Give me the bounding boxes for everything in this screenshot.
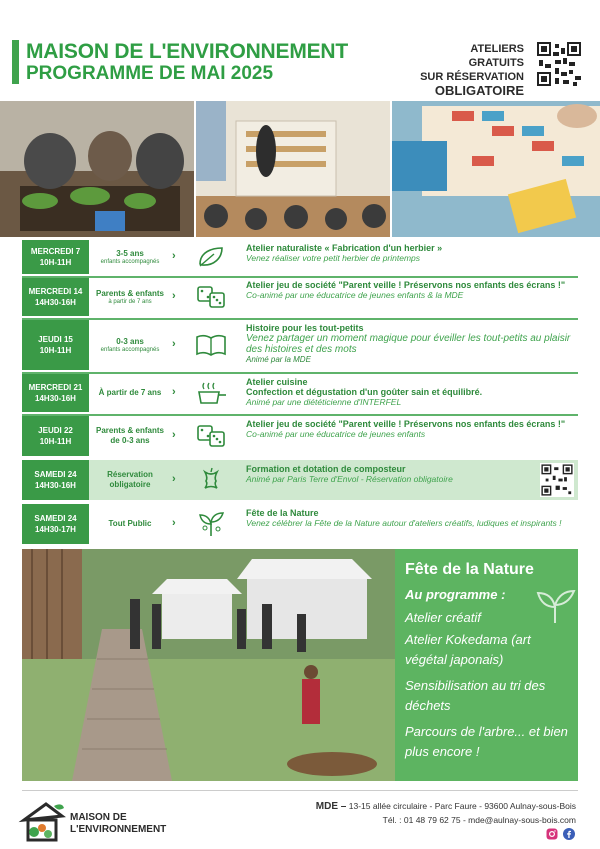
event-audience bbox=[94, 240, 166, 274]
event-date-box bbox=[22, 460, 89, 500]
address-text: 13-15 allée circulaire - Parc Faure - 93600 Aulnay-sous-Bois bbox=[348, 801, 576, 811]
chevron-right-icon: › bbox=[172, 429, 176, 441]
event-description bbox=[246, 323, 576, 365]
event-subtitle: Venez réaliser votre petit herbier de printemps bbox=[246, 253, 421, 263]
event-date: SAMEDI 24 bbox=[34, 514, 77, 523]
event-date: MERCREDI 21 bbox=[28, 383, 83, 392]
event-row-5 bbox=[22, 416, 578, 456]
photo-board-game bbox=[392, 101, 600, 237]
event-audience bbox=[94, 504, 166, 544]
event-description bbox=[246, 508, 576, 528]
event-time: 10H-11H bbox=[39, 437, 72, 446]
audience-main: Réservation obligatoire bbox=[107, 470, 153, 489]
event-row-7 bbox=[22, 504, 578, 544]
instagram-icon[interactable] bbox=[546, 828, 558, 840]
facebook-icon[interactable] bbox=[563, 828, 575, 840]
event-date-box bbox=[22, 374, 89, 412]
event-title: Histoire pour les tout-petits bbox=[246, 323, 364, 333]
event-title: Atelier naturaliste « Fabrication d'un herbier » bbox=[246, 243, 443, 253]
audience-main: 0-3 ans bbox=[116, 336, 144, 346]
page-title: MAISON DE L'ENVIRONNEMENT bbox=[26, 40, 349, 63]
event-date: MERCREDI 7 bbox=[30, 247, 81, 256]
dice-icon bbox=[194, 284, 228, 310]
ateliers-line-1: ATELIERS GRATUITS bbox=[468, 43, 524, 69]
chevron-right-icon: › bbox=[172, 517, 176, 529]
fete-item: Atelier créatif bbox=[405, 610, 481, 625]
audience-main: Parents & enfants bbox=[95, 288, 165, 298]
audience-detail: de 0-3 ans bbox=[110, 436, 150, 445]
header-accent-bar bbox=[12, 40, 19, 84]
event-date: MERCREDI 14 bbox=[28, 287, 83, 296]
seedling-icon bbox=[194, 510, 228, 538]
event-description bbox=[246, 419, 576, 439]
footer-contact: Tél. : 01 48 79 62 75 - mde@aulnay-sous-bois.com bbox=[382, 815, 576, 825]
photo-story-time bbox=[196, 101, 390, 237]
event-date: JEUDI 22 bbox=[38, 426, 73, 435]
event-description bbox=[246, 243, 576, 263]
event-row-1 bbox=[22, 240, 578, 274]
photo-herbier-workshop bbox=[0, 101, 194, 237]
logo-line-1: MAISON DE bbox=[70, 812, 127, 823]
ateliers-line-3: OBLIGATOIRE bbox=[434, 83, 524, 98]
event-row-6 bbox=[22, 460, 578, 500]
event-audience bbox=[94, 320, 166, 370]
event-row-2 bbox=[22, 278, 578, 316]
event-title: Formation et dotation de composteur bbox=[246, 464, 406, 474]
event-row-3 bbox=[22, 320, 578, 370]
chevron-right-icon: › bbox=[172, 473, 176, 485]
event-date-box bbox=[22, 416, 89, 456]
event-title-line-2: Confection et dégustation d'un goûter sain et équilibré. bbox=[246, 387, 483, 397]
apple-core-icon bbox=[194, 466, 228, 494]
event-title: Atelier jeu de société "Parent veille ! Préservons nos enfants des écrans !" bbox=[246, 280, 566, 290]
dice-icon bbox=[194, 423, 228, 449]
fete-item: Atelier Kokedama (art végétal japonais) bbox=[405, 632, 531, 667]
event-audience bbox=[94, 460, 166, 500]
event-date: JEUDI 15 bbox=[38, 335, 73, 344]
audience-main: Parents & enfants bbox=[95, 426, 165, 435]
fete-item: Sensibilisation au tri des déchets bbox=[405, 678, 546, 713]
fete-title: Fête de la Nature bbox=[405, 561, 534, 578]
qr-code-header[interactable] bbox=[535, 40, 583, 88]
audience-main: Tout Public bbox=[108, 519, 152, 528]
cooking-pot-icon bbox=[194, 380, 228, 406]
event-description bbox=[246, 377, 576, 407]
event-subtitle: Animé par une diététicienne d'INTERFEL bbox=[246, 397, 402, 407]
mde-logo-icon bbox=[18, 798, 66, 846]
chevron-right-icon: › bbox=[172, 338, 176, 350]
chevron-right-icon: › bbox=[172, 290, 176, 302]
leaf-icon bbox=[194, 244, 228, 270]
event-time: 14H30-17H bbox=[35, 525, 76, 534]
event-time: 14H30-16H bbox=[35, 298, 76, 307]
event-date-box bbox=[22, 504, 89, 544]
event-subtitle: Animé par Paris Terre d'Envol - Réservation obligatoire bbox=[246, 474, 453, 484]
event-description bbox=[246, 464, 536, 484]
event-date: SAMEDI 24 bbox=[34, 470, 77, 479]
ateliers-notice bbox=[420, 42, 524, 98]
qr-code-composteur[interactable] bbox=[540, 463, 574, 497]
event-date-box bbox=[22, 240, 89, 274]
logo-line-2: L'ENVIRONNEMENT bbox=[70, 824, 167, 835]
event-subtitle: Co-animé par une éducatrice de jeunes enfants & la MDE bbox=[246, 290, 464, 300]
footer-divider bbox=[22, 790, 578, 791]
event-audience bbox=[94, 278, 166, 316]
event-date-box bbox=[22, 320, 89, 370]
mde-logo-text bbox=[70, 812, 166, 836]
event-title: Atelier cuisine bbox=[246, 377, 308, 387]
audience-detail: enfants accompagnés bbox=[100, 346, 160, 353]
book-icon bbox=[194, 332, 228, 358]
event-animator: Animé par la MDE bbox=[246, 355, 311, 364]
event-audience bbox=[94, 416, 166, 456]
event-subtitle: Co-animé par une éducatrice de jeunes enfants bbox=[246, 429, 426, 439]
event-description bbox=[246, 280, 576, 300]
audience-detail: enfants accompagnés bbox=[100, 258, 160, 265]
event-time: 10H-11H bbox=[39, 346, 72, 355]
decorative-leaves-icon bbox=[530, 585, 580, 625]
ateliers-line-2: SUR RÉSERVATION bbox=[420, 71, 524, 83]
event-subtitle: Venez célébrer la Fête de la Nature autour d'ateliers créatifs, ludiques et inspirants ! bbox=[246, 518, 562, 528]
chevron-right-icon: › bbox=[172, 250, 176, 262]
event-row-4 bbox=[22, 374, 578, 412]
event-time: 14H30-16H bbox=[35, 394, 76, 403]
event-audience bbox=[94, 374, 166, 412]
event-subtitle: Venez partager un moment magique pour éveiller les tout-petits au plaisir des histoires et des mots bbox=[246, 333, 571, 355]
photo-fete-de-la-nature bbox=[22, 549, 395, 781]
event-title: Fête de la Nature bbox=[246, 508, 319, 518]
audience-detail: à partir de 7 ans bbox=[108, 298, 152, 305]
event-time: 14H30-16H bbox=[35, 481, 76, 490]
audience-main: À partir de 7 ans bbox=[98, 388, 162, 397]
fete-subtitle: Au programme : bbox=[405, 587, 506, 602]
audience-main: 3-5 ans bbox=[116, 248, 144, 258]
event-title: Atelier jeu de société "Parent veille ! Préservons nos enfants des écrans !" bbox=[246, 419, 566, 429]
event-date-box bbox=[22, 278, 89, 316]
chevron-right-icon: › bbox=[172, 386, 176, 398]
footer-address bbox=[220, 801, 576, 812]
event-time: 10H-11H bbox=[39, 258, 72, 267]
page-subtitle: PROGRAMME DE MAI 2025 bbox=[26, 63, 274, 84]
mde-label: MDE – bbox=[315, 801, 347, 812]
fete-item: Parcours de l'arbre... et bien plus encore ! bbox=[405, 724, 568, 759]
